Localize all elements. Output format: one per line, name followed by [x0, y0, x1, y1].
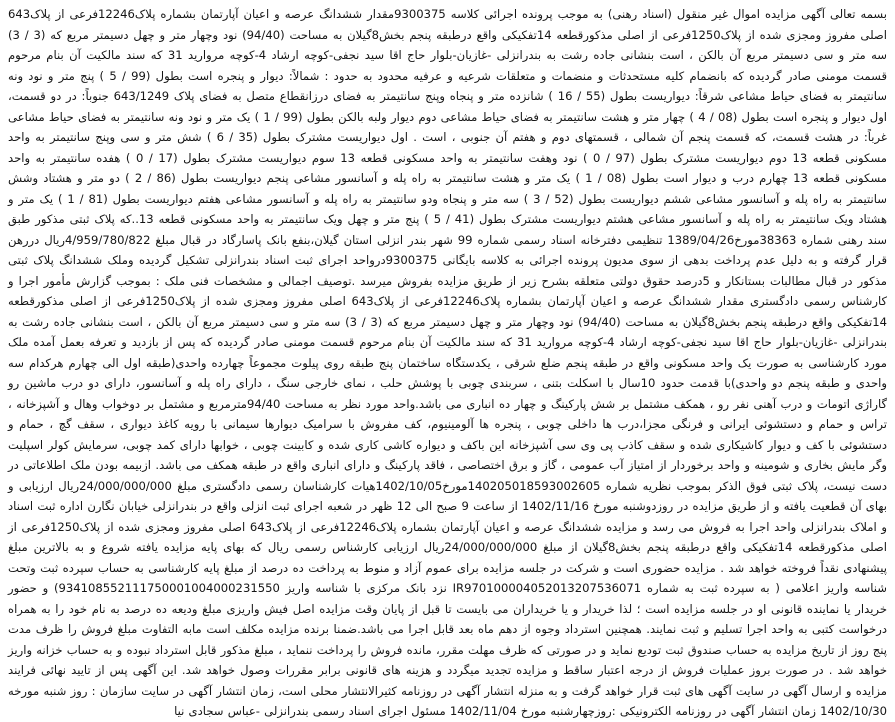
auction-notice [8, 4, 888, 718]
notice-body-text: بسمه تعالی آگهی مزایده اموال غیر منقول (اسناد رهنی) به موجب پرونده اجرائی کلاسه 9300375مقدار ششدانگ عرصه و اعیان آپارتمان بشماره پلاک12246فرعی از پلاک643 اصلی مفروز ومجزی شده از پلاک1250فرعی از اصلی مذکورقطعه 14تفکیکی واقع درطبقه پنجم بخش8گیلان به مساحت (94/40) نود وچهار متر و چهل دسیمتر مربع که (3 / 3) سه متر و سی دسیمتر مربع آن بالکن ، است بنشانی جاده رشت به بندرانزلی -غازیان-بلوار حاج اقا سید نجفی-کوچه ارشاد 4-کوچه مروارید 31 که سند مالکیت آن بنام مرحوم قسمت مومنی صادر گردیده که بانضمام کلیه مستحدثات و منضمات و متعلقات شرعیه و عرفیه محدود به حدود : شمالاً: دیوار و پنجره است بطول (99 / 5 ) پنج متر و نود ونه سانتیمتر به فضای حیاط مشاعی شرقاً: دیواریست بطول (55 / 16 ) شانزده متر و پنجاه وپنج سانتیمتر به فضای درزانقطاع متصل به فضای پلاک 643/1249 جنوباً: در دو قسمت، اول دیوار و پنجره است بطول (08 / 4 ) چهار متر و هشت سانتیمتر به فضای حیاط مشاعی دوم دیوار ولبه بالکن بطول (99 / 1 ) یک متر و نود ونه سانتیمتر به فضای حیاط مشاعی غرباً: در هشت قسمت، که قسمت پنجم آن شمالی ، قسمتهای دوم و هفتم آن جنوبی ، است . اول دیواریست مشترک بطول (35 / 6 ) شش متر و سی وپنج سانتیمتر به واحد مسکونی قطعه 13 دوم دیواریست مشترک بطول (97 / 0 ) نود وهفت سانتیمتر به واحد مسکونی قطعه 13 سوم دیواریست مشترک بطول (17 / 0 ) هفده سانتیمتر به واحد مسکونی قطعه 13 چهارم درب و دیوار است بطول (08 / 1 ) یک متر و هشت سانتیمتر به راه پله و آسانسور مشاعی پنجم دیواریست بطول (86 / 2 ) دو متر و هشتاد وشش سانتیمتر به راه پله و آسانسور مشاعی ششم دیواریست بطول (52 / 3 ) سه متر و پنجاه ودو سانتیمتر به راه پله و آسانسور مشاعی هفتم دیواریست بطول (81 / 1 ) یک متر و هشتاد ویک سانتیمتر به راه پله و آسانسور مشاعی هشتم دیواریست مشترک بطول (41 / 5 ) پنج متر و چهل ویک سانتیمتر به واحد مسکونی قطعه 13..که پلاک ثبتی مذکور طبق سند رهنی شماره 38363مورخ1389/04/26 تنظیمی دفترخانه اسناد رسمی شماره 99 شهر بندر انزلی استان گیلان،بنفع بانک پاسارگاد در قبال مبلغ 4/959/780/822ریال دررهن قرار گرفته و به دلیل عدم پرداخت بدهی از سوی مدیون پرونده اجرائی به کلاسه بایگانی 9300375درواحد اجرای ثبت اسناد بندرانزلی تشکیل گردیده وملک ششدانگ پلاک ثبتی مذکور در قبال مطالبات بستانکار و 5درصد حقوق دولتی متعلقه بشرح زیر از طریق مزایده بفروش میرسد .توصیف اجمالی و مشخصات فنی ملک : بموجب گزارش مأمور اجرا و کارشناس رسمی دادگستری مقدار ششدانگ عرصه و اعیان آپارتمان بشماره پلاک12246فرعی از پلاک643 اصلی مفروز ومجزی شده از پلاک1250فرعی از اصلی مذکورقطعه 14تفکیکی واقع درطبقه پنجم بخش8گیلان به مساحت (94/40) نود وچهار متر و چهل دسیمتر مربع که (3 / 3) سه متر و سی دسیمتر مربع آن بالکن ، است بنشانی جاده رشت به بندرانزلی -غازیان-بلوار حاج اقا سید نجفی-کوچه ارشاد 4-کوچه مروارید 31 که سند مالکیت آن بنام مرحوم قسمت مومنی صادر گردیده که پس از بازدید و تعرفه بعمل آمده ملک مورد کارشناسی به صورت یک واحد مسکونی واقع در طبقه پنجم ضلع شرقی ، یکدستگاه ساختمان پنج طبقه روی پیلوت مجموعاً چهارده واحدی(طبقه اول الی چهارم هرکدام سه واحدی و طبقه پنجم دو واحدی)با قدمت حدود 10سال با اسکلت بتنی ، سربندی چوبی با پوشش حلب ، نمای خارجی سنگ ، دارای راه پله و آسانسور، دارای دو درب ماشین رو گاراژی اتومات و درب آهنی نفر رو ، همکف مشتمل بر شش پارکینگ و چهار ده انباری می باشد.واحد مورد نظر به مساحت 94/40مترمربع و مشتمل بر دوخواب وهال و آشپزخانه ، تراس و حمام و دستشوئی ایرانی و فرنگی مجزا،درب ها داخلی چوبی ، پنجره ها آلومینیوم، کف مفروش با سرامیک دیوارها سیمانی با رویه کاغذ دیواری ، سقف گچ ، حمام و دستشوئی با کف و دیوار کاشیکاری شده و سقف کاذب پی وی سی آشپزخانه این باکف و دیواره کاشی کاری شده و کابینت چوبی ، خوابها دارای کمد چوبی، سرمایش کولر اسپلیت وگر مایش بخاری و شومینه و واحد برخوردار از امتیاز آب عمومی ، گاز و برق اختصاصی ، فاقد پارکینگ و دارای انباری واقع در طبقه همکف می باشد. ازبیمه بودن ملک اطلاعاتی در دست نیست، پلاک ثبتی فوق الذکر بموجب نظریه شماره 140205018593002605مورخ1402/10/05هیات کارشناسان رسمی دادگستری مبلغ 24/000/000/000ریال ارزیابی و بهای آن قطعیت یافته و از طریق مزایده در روزدوشنبه مورخ 1402/11/16 از ساعت 9 صبح الی 12 ظهر در شعبه اجرای ثبت انزلی واقع در بندرانزلی خیابان نگارن اداره ثبت اسناد و املاک بندرانزلی واحد اجرا به فروش می رسد و مزایده ششدانگ عرصه و اعیان آپارتمان بشماره پلاک12246فرعی از پلاک643 اصلی مفروز ومجزی شده از پلاک1250فرعی از اصلی مذکورقطعه 14تفکیکی واقع درطبقه پنجم بخش8گیلان از مبلغ 24/000/000/000ریال ارزیابی کارشناس رسمی ریال که بهای پایه مزایده یافته شروع و به بالاترین مبلغ پیشنهادی نقداً فروخته خواهد شد . مزایده حضوری است و شرکت در جلسه مزایده برای عموم آزاد و منوط به پرداخت ده درصد از مبلغ پایه کارشناسی به حساب سپرده ثبت وتحت شناسه واریز اعلامی ( به سپرده ثبت به شماره IR970100004052013207536071 نزد بانک مرکزی با شناسه واریز 934108552111750001004000231550) و حضور خریدار یا نماینده قانونی او در جلسه مزایده است ؛ لذا خریدار و یا خریداران می بایست تا قبل از پایان وقت مزایده اصل فیش واریزی مبلغ ودیعه ده درصد به نام خود را به همراه درخواست کتبی به واحد اجرا تسلیم و ثبت نمایند. همچنین استرداد وجوه از دهم ماه بعد قابل اجرا می باشد.ضمنا برنده مزایده مکلف است مابه التفاوت مبلغ فروش را ظرف مدت پنج روز از تاریخ مزایده به حساب صندوق ثبت تودیع نماید و در صورتی که ظرف مهلت مقرر، مانده فروش را پرداخت ننماید ، مبلغ مذکور قابل استرداد نبوده و به حساب خزانه واریز خواهد شد . در صورت بروز عملیات فروش از درجه اعتبار ساقط و مزایده تجدید میگردد و هزینه های قانونی برابر مقررات وصول خواهد شد. این آگهی پس از تایید نهائی فرایند مزایده و ارسال آگهی در سایت آگهی های ثبت قرار خواهد گرفت و به منزله انتشار آگهی در روزنامه کثیرالانتشار محلی است، زمان انتشار آگهی در سایت سازمان : روز شنبه مورخه 1402/10/30 زمان انتشار آگهی در روزنامه الکترونیکی :روزچهارشنبه مورخ 1402/11/04 مسئول اجرای اسناد رسمی بندرانزلی -عباس سجادی نیا [8, 7, 888, 718]
